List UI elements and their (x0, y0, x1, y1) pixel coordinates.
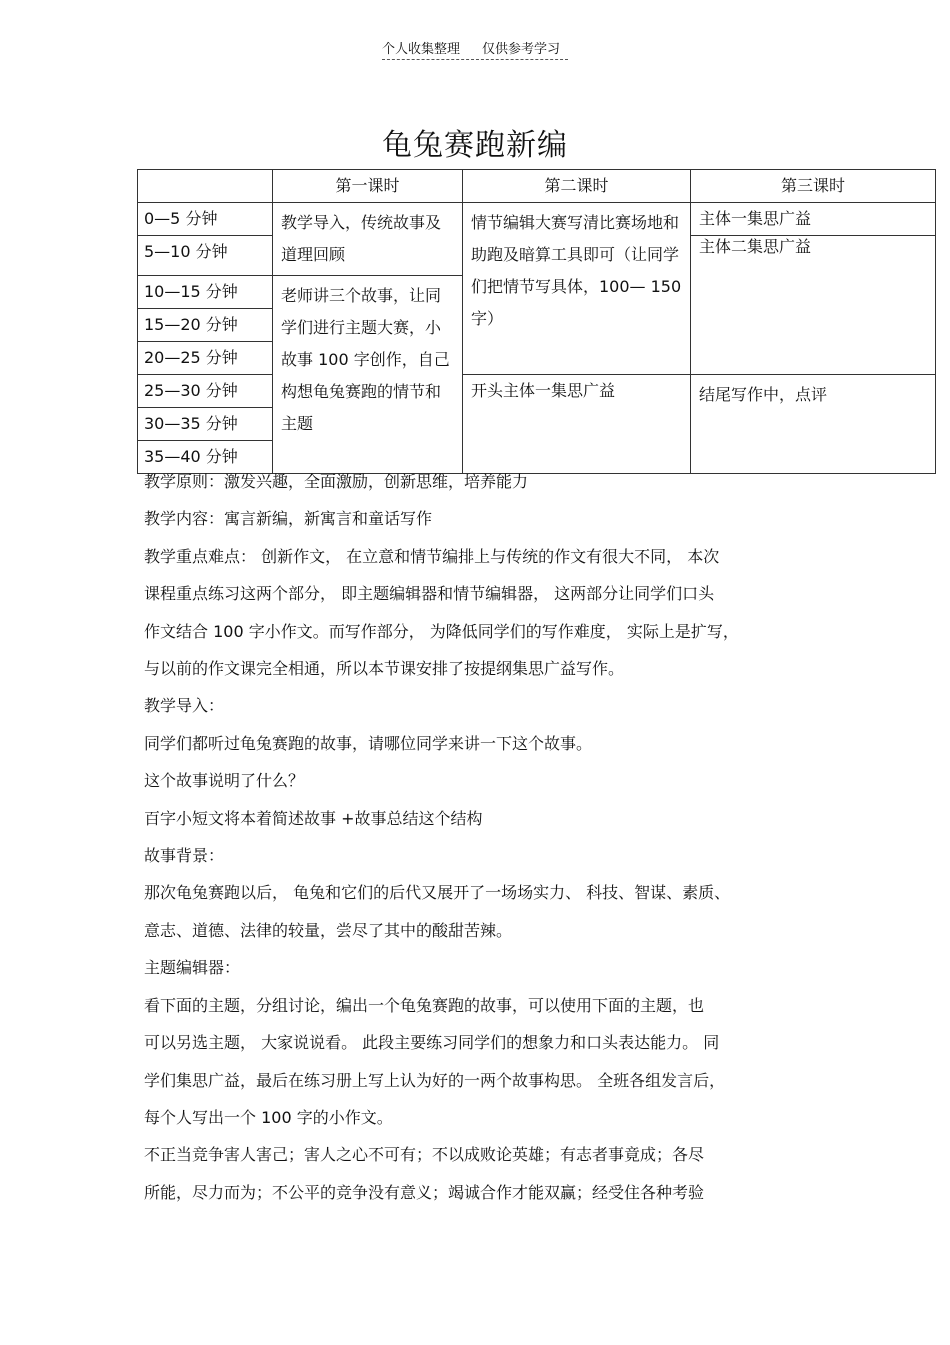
lesson2-cell-opening (463, 375, 691, 474)
table-header-row (138, 170, 936, 203)
paragraph-line: 所能，尽力而为；不公平的竞争没有意义；竭诚合作才能双赢；经受住各种考验 (144, 1182, 705, 1202)
paragraph-line: 教学原则：激发兴趣，全面激励，创新思维，培养能力 (144, 472, 529, 491)
time-cell: 20—25 分钟 (138, 342, 273, 375)
cell-text: 开头主体一集思广益 (471, 381, 616, 400)
document-title: 龟兔赛跑新编 (382, 128, 568, 163)
paragraph-line: 可以另选主题， 大家说说看。 此段主要练习同学们的想象力和口头表达能力。 同 (144, 1033, 720, 1053)
cell-text: 教学导入，传统故事及道理回顾 (281, 213, 442, 264)
page-header (382, 38, 568, 60)
lesson2-cell-plot (463, 203, 691, 375)
cell-text: 情节编辑大赛写清比赛场地和助跑及暗算工具即可（让同学们把情节写具体，100— 150 字） (471, 213, 682, 328)
paragraph-line: 课程重点练习这两个部分， 即主题编辑器和情节编辑器， 这两部分让同学们口头 (144, 584, 715, 604)
paragraph-line: 教学内容：寓言新编，新寓言和童话写作 (144, 509, 433, 529)
time-cell: 10—15 分钟 (138, 276, 273, 309)
paragraph-line: 作文结合 100 字小作文。而写作部分， 为降低同学们的写作难度， 实际上是扩写， (144, 621, 739, 641)
header-cell-lesson-1: 第一课时 (273, 170, 463, 203)
paragraph-line: 意志、道德、法律的较量，尝尽了其中的酸甜苦辣。 (144, 920, 513, 940)
cell-text: 主体二集思广益 (699, 237, 812, 256)
paragraph-line: 不正当竞争害人害己；害人之心不可有；不以成败论英雄；有志者事竟成；各尽 (144, 1145, 705, 1165)
time-cell: 25—30 分钟 (138, 375, 273, 408)
paragraph-line: 教学重点难点： 创新作文， 在立意和情节编排上与传统的作文有很大不同， 本次 (144, 546, 720, 566)
paragraph-line: 与以前的作文课完全相通，所以本节课安排了按提纲集思广益写作。 (144, 659, 625, 679)
paragraph-line: 这个故事说明了什么？ (144, 771, 305, 791)
paragraph-line: 那次龟兔赛跑以后， 龟兔和它们的后代又展开了一场场实力、 科技、智谋、素质、 (144, 883, 731, 903)
lesson3-cell-ending (691, 375, 936, 474)
time-cell: 30—35 分钟 (138, 408, 273, 441)
schedule-table (137, 169, 936, 474)
lesson1-cell-intro (273, 203, 463, 276)
paragraph-line: 主题编辑器： (144, 958, 241, 978)
header-cell-lesson-2: 第二课时 (463, 170, 691, 203)
lesson1-cell-stories (273, 276, 463, 474)
header-cell-empty (138, 170, 273, 203)
cell-text: 结尾写作中，点评 (699, 385, 828, 404)
body-text (144, 463, 824, 1211)
time-cell: 35—40 分钟 (138, 441, 273, 474)
paragraph-line: 每个人写出一个 100 字的小作文。 (144, 1107, 393, 1127)
header-right-text: 仅供参考学习 (482, 42, 561, 57)
cell-text: 主体一集思广益 (699, 209, 812, 228)
lesson3-cell-body2 (691, 236, 936, 375)
paragraph-line: 学们集思广益，最后在练习册上写上认为好的一两个故事构思。 全班各组发言后， (144, 1070, 726, 1090)
cell-text: 老师讲三个故事，让同学们进行主题大赛，小故事 100 字创作，自己构想龟兔赛跑的情节和主题 (281, 286, 450, 433)
time-cell: 5—10 分钟 (138, 236, 273, 276)
paragraph-line: 看下面的主题，分组讨论，编出一个龟兔赛跑的故事，可以使用下面的主题，也 (144, 995, 705, 1015)
time-cell: 0—5 分钟 (138, 203, 273, 236)
table-row (138, 375, 936, 408)
paragraph-line: 同学们都听过龟兔赛跑的故事，请哪位同学来讲一下这个故事。 (144, 733, 593, 753)
header-cell-lesson-3: 第三课时 (691, 170, 936, 203)
time-cell: 15—20 分钟 (138, 309, 273, 342)
paragraph-line: 百字小短文将本着简述故事 +故事总结这个结构 (144, 808, 483, 828)
header-left-text: 个人收集整理 (382, 42, 461, 57)
lesson3-cell-body1 (691, 203, 936, 236)
paragraph-line: 教学导入： (144, 696, 225, 716)
table-row (138, 203, 936, 236)
paragraph-line: 故事背景： (144, 846, 225, 866)
